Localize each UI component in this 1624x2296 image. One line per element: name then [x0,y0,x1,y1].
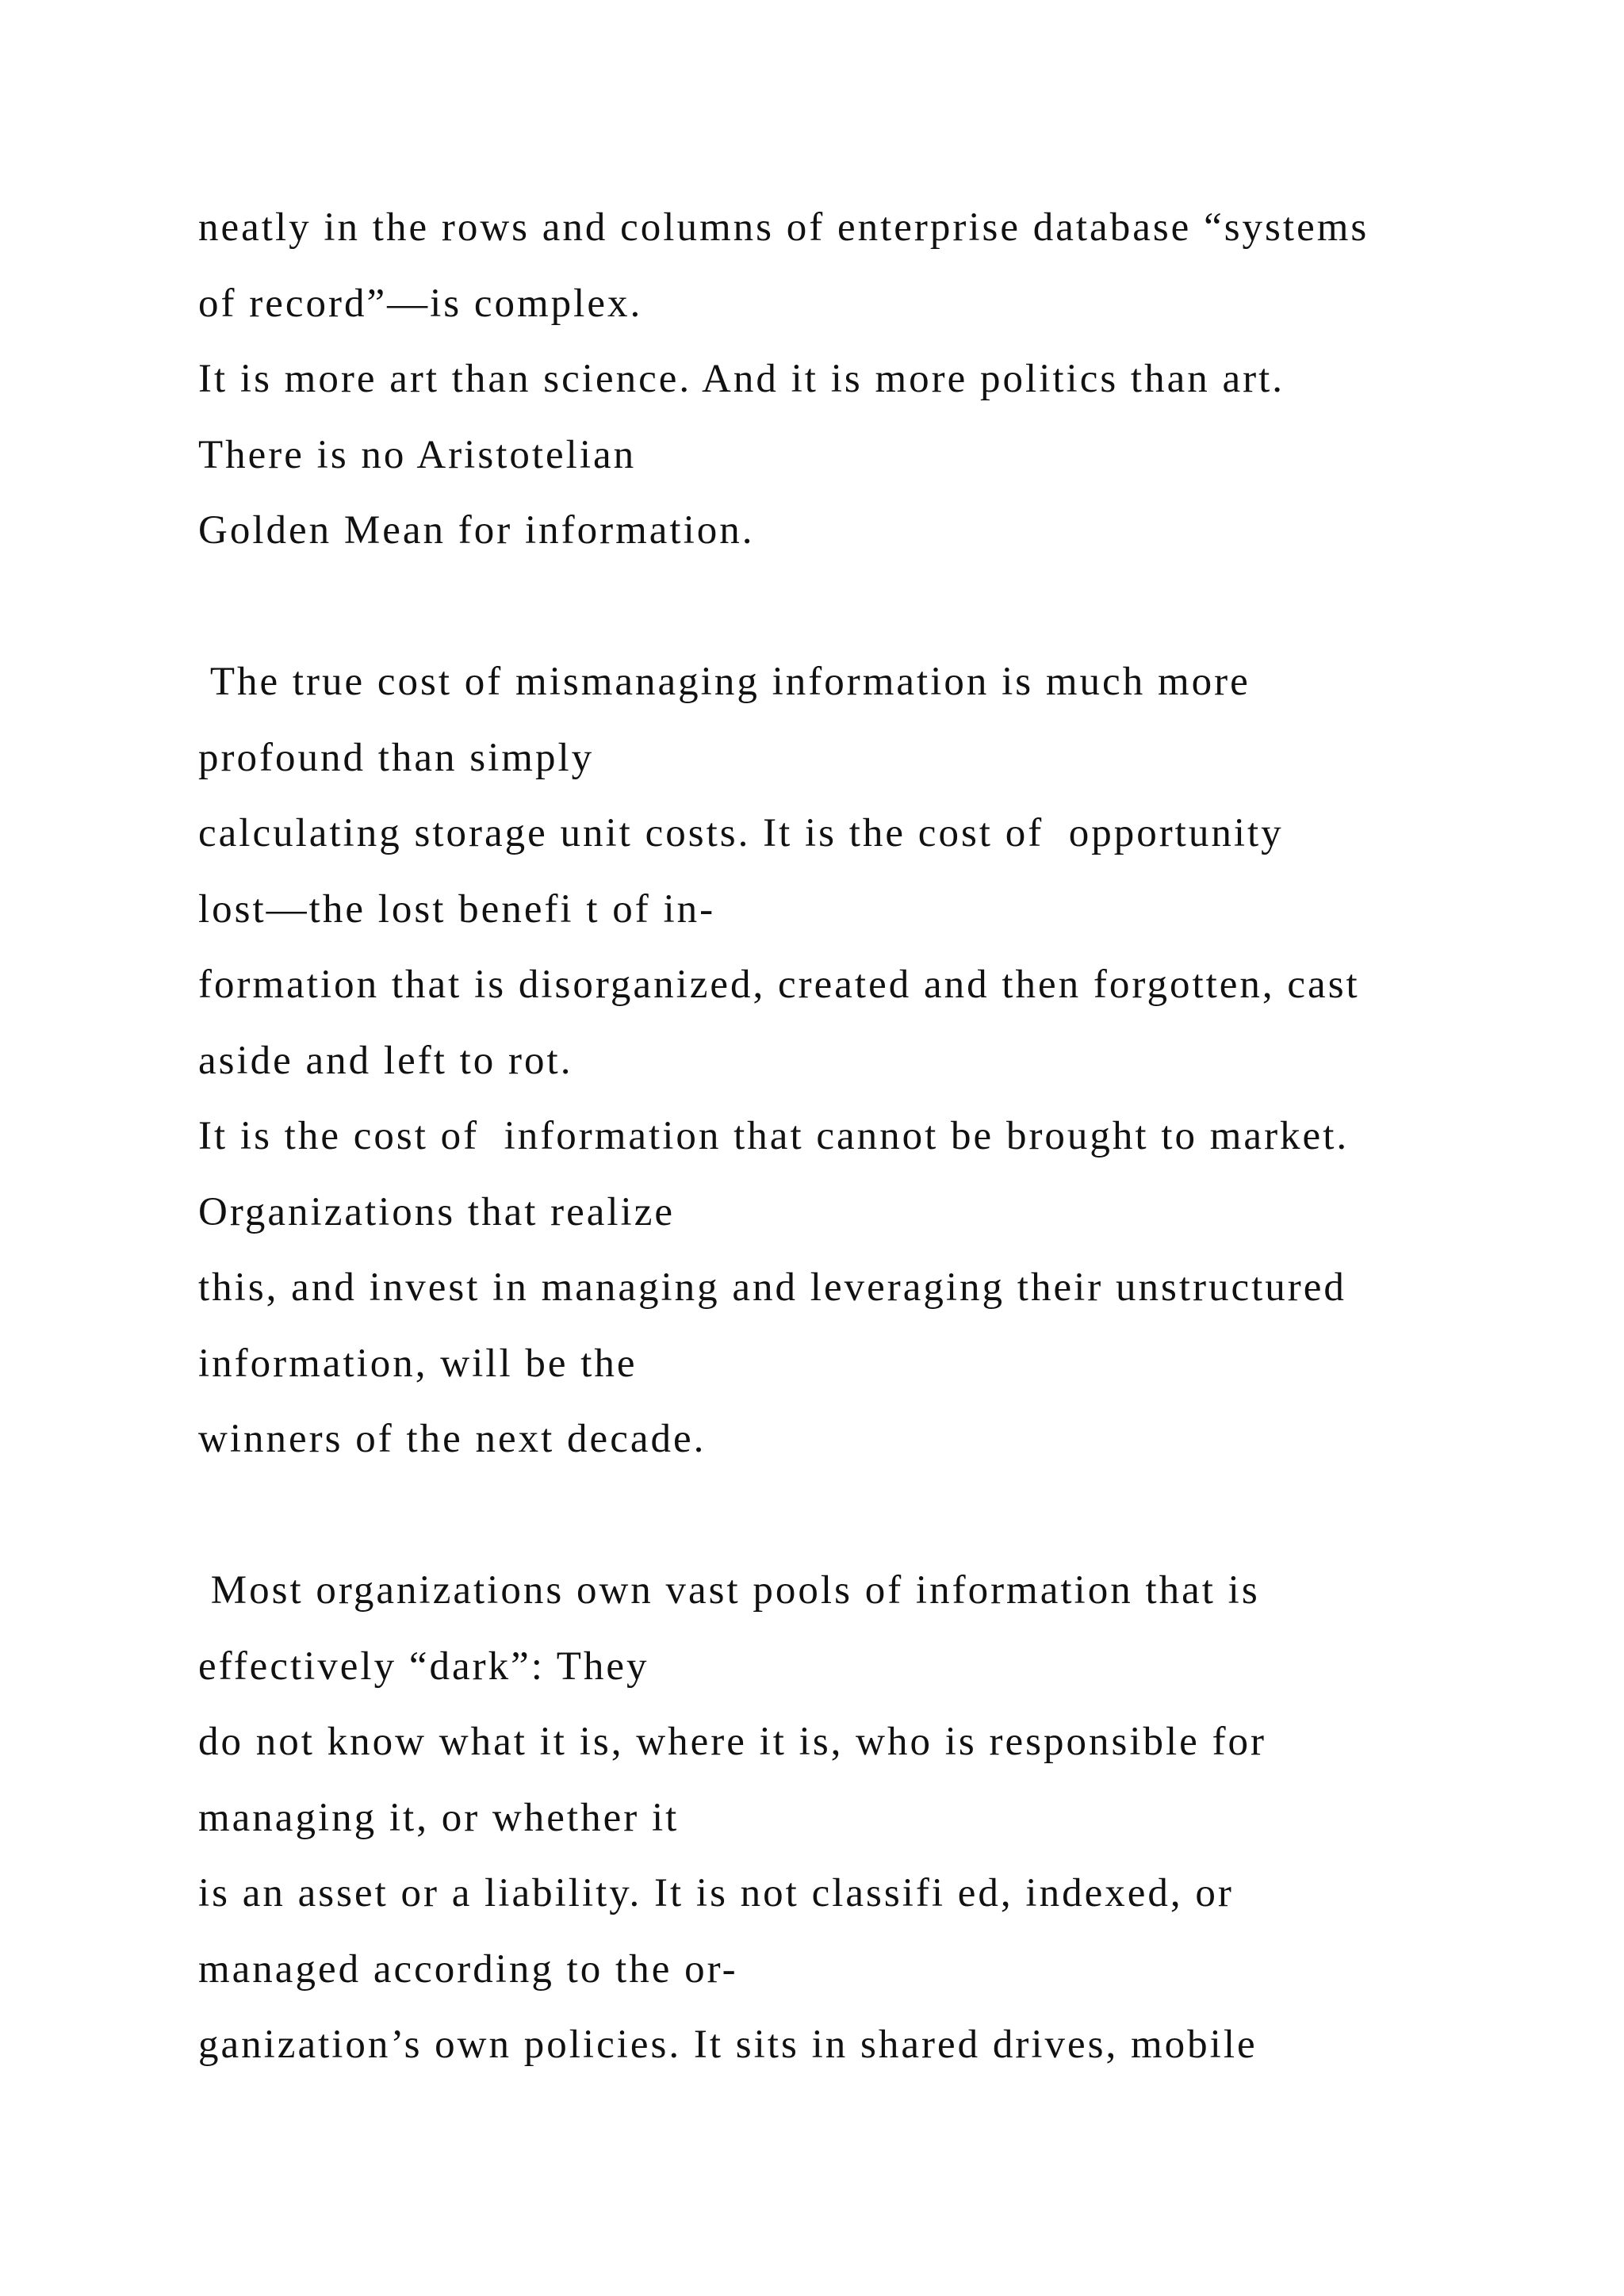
text-line: calculating storage unit costs. It is the cost of opportunity [198,811,1284,855]
text-line: winners of the next decade. [198,1417,707,1461]
text-line: neatly in the rows and columns of enterprise database “systems [198,205,1369,250]
paragraph-break [198,569,1546,645]
text-line: profound than simply [198,735,595,780]
text-line: effectively “dark”: They [198,1644,649,1689]
text-line: aside and left to rot. [198,1038,573,1083]
text-line: managing it, or whether it [198,1795,680,1840]
text-line: There is no Aristotelian [198,432,637,477]
text-line: information, will be the [198,1341,638,1386]
paragraph-break [198,1478,1546,1554]
text-line: managed according to the or- [198,1946,738,1992]
text-line: of record”—is complex. [198,281,643,326]
body-text [198,190,1546,2084]
text-line: formation that is disorganized, created and then forgotten, cast [198,962,1360,1007]
text-line: lost—the lost benefi t of in- [198,886,716,932]
text-line: Most organizations own vast pools of information that is [198,1568,1260,1613]
text-line: It is the cost of information that cannot be brought to market. [198,1114,1350,1158]
text-line: ganization’s own policies. It sits in shared drives, mobile [198,2022,1258,2067]
text-line: Organizations that realize [198,1189,675,1234]
text-line: do not know what it is, where it is, who is responsible for [198,1720,1267,1764]
text-line: this, and invest in managing and leveraging their unstructured [198,1265,1346,1310]
text-line: Golden Mean for information. [198,508,755,553]
text-line: is an asset or a liability. It is not classifi ed, indexed, or [198,1871,1234,1915]
text-line: The true cost of mismanaging information is much more [198,660,1251,704]
text-line: It is more art than science. And it is more politics than art. [198,357,1285,401]
